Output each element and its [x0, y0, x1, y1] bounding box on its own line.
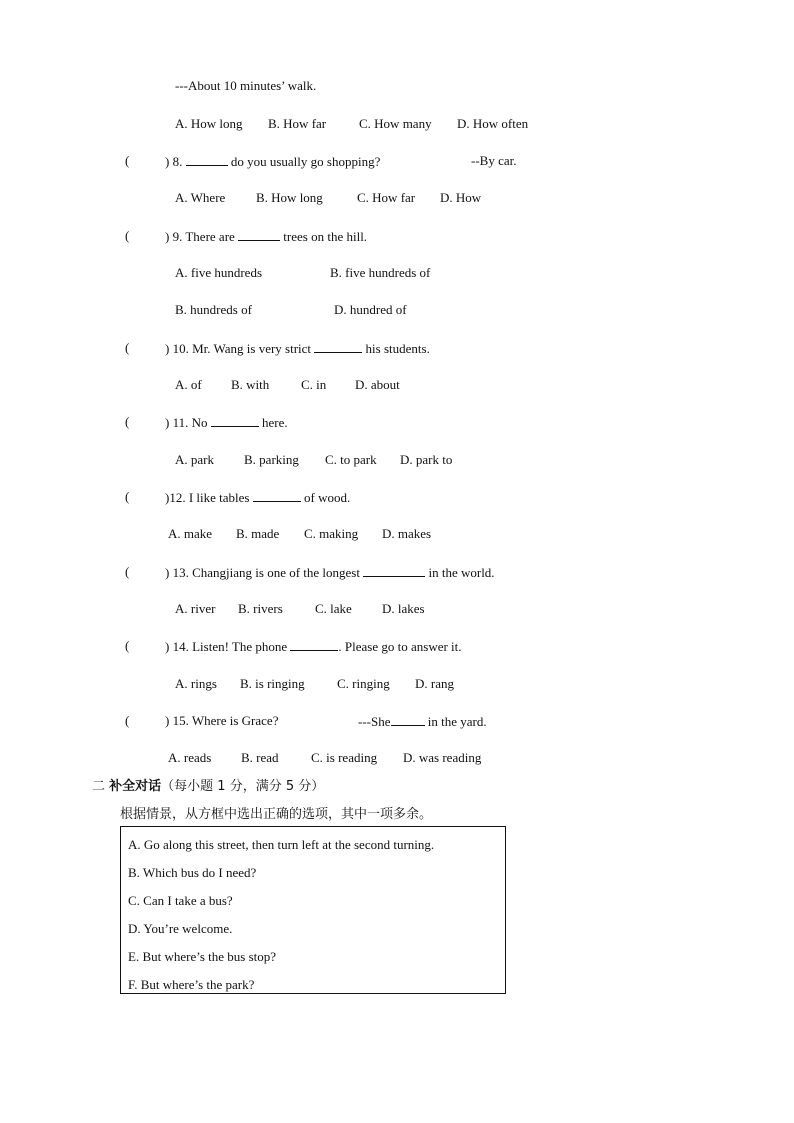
q14-option-c: C. ringing — [337, 676, 390, 691]
q7-option-a: A. How long — [175, 116, 243, 131]
q12-stem-after: of wood. — [304, 490, 351, 505]
q7-option-b: B. How far — [268, 116, 327, 131]
q10-option-b: B. with — [231, 377, 270, 392]
q13-option-c: C. lake — [315, 601, 352, 616]
q12-option-b: B. made — [236, 526, 280, 541]
q11-option-d: D. park to — [400, 452, 453, 467]
q15-number: ) 15. — [165, 713, 189, 728]
q10-blank — [314, 340, 362, 353]
q11-options — [175, 452, 452, 468]
q12-blank — [253, 489, 301, 502]
q13-options — [175, 601, 425, 617]
q13-option-d: D. lakes — [382, 601, 425, 616]
q13-blank — [363, 564, 425, 577]
q11-paren: ( — [125, 414, 130, 429]
q9-option-c: B. hundreds of — [175, 302, 252, 317]
q13-option-b: B. rivers — [238, 601, 283, 616]
q8-options — [175, 190, 481, 206]
q7-option-c: C. How many — [359, 116, 432, 131]
q13-option-a: A. river — [175, 601, 216, 616]
q12-number: )12. — [165, 490, 186, 505]
q11-option-c: C. to park — [325, 452, 377, 467]
section-2-heading — [92, 779, 324, 795]
q10-option-c: C. in — [301, 377, 327, 392]
q14-option-d: D. rang — [415, 676, 454, 691]
q7-option-d: D. How often — [457, 116, 529, 131]
section-2-number: 二 — [92, 779, 106, 794]
q14-stem — [165, 638, 462, 655]
q14-blank — [290, 638, 338, 651]
q15-option-d: D. was reading — [403, 750, 482, 765]
q8-option-a: A. Where — [175, 190, 226, 205]
q12-option-c: C. making — [304, 526, 359, 541]
q11-stem — [165, 414, 288, 431]
q10-option-d: D. about — [355, 377, 400, 392]
q15-reply — [358, 713, 487, 730]
q14-options — [175, 676, 454, 692]
q8-stem — [165, 153, 380, 170]
box-option-e: E. But where’s the bus stop? — [128, 949, 277, 964]
q15-stem-before: Where is Grace? — [191, 713, 279, 728]
q8-option-d: D. How — [440, 190, 482, 205]
q12-options — [168, 526, 431, 542]
q8-blank — [186, 153, 228, 166]
q8-option-c: C. How far — [357, 190, 416, 205]
q15-stem — [165, 713, 278, 729]
q12-stem — [165, 489, 350, 506]
q12-stem-before: I like tables — [188, 490, 250, 505]
q9-stem-after: trees on the hill. — [283, 229, 368, 244]
q14-stem-before: Listen! The phone — [192, 639, 288, 654]
box-option-c: C. Can I take a bus? — [128, 893, 233, 908]
box-option-f: F. But where’s the park? — [128, 977, 255, 992]
q9-option-a: A. five hundreds — [175, 265, 263, 280]
q10-stem — [165, 340, 430, 357]
q7-options — [175, 116, 528, 132]
q11-number: ) 11. — [165, 415, 189, 430]
q9-option-d: D. hundred of — [334, 302, 407, 317]
q9-blank — [238, 228, 280, 241]
q13-stem-after: in the world. — [428, 565, 495, 580]
q8-paren: ( — [125, 153, 130, 168]
q9-number: ) 9. — [165, 229, 183, 244]
q9-option-b: B. five hundreds of — [330, 265, 431, 280]
q15-option-a: A. reads — [168, 750, 212, 765]
q9-paren: ( — [125, 228, 130, 243]
q15-blank — [391, 713, 425, 726]
q9-stem-before: There are — [185, 229, 235, 244]
q12-option-a: A. make — [168, 526, 213, 541]
q13-stem — [165, 564, 495, 581]
box-option-b: B. Which bus do I need? — [128, 865, 257, 880]
q11-stem-after: here. — [262, 415, 288, 430]
section-2-instruction: 根据情景，从方框中选出正确的选项，其中一项多余。 — [120, 807, 433, 822]
q8-number: ) 8. — [165, 154, 183, 169]
q15-option-b: B. read — [241, 750, 279, 765]
q14-stem-after: . Please go to answer it. — [338, 639, 462, 654]
q9-stem — [165, 228, 367, 245]
section-2-title: 补全对话 — [109, 779, 162, 794]
box-option-a: A. Go along this street, then turn left at the second turning. — [128, 837, 435, 852]
q14-paren: ( — [125, 638, 130, 653]
q10-stem-before: Mr. Wang is very strict — [192, 341, 312, 356]
q10-option-a: A. of — [175, 377, 202, 392]
q14-number: ) 14. — [165, 639, 189, 654]
q12-option-d: D. makes — [382, 526, 432, 541]
q8-reply: --By car. — [471, 153, 517, 168]
section-2-score: （每小题 1 分，满分 5 分） — [161, 779, 325, 794]
options-box — [120, 826, 506, 994]
q13-stem-before: Changjiang is one of the longest — [192, 565, 360, 580]
q10-options — [175, 377, 400, 393]
q15-options — [168, 750, 481, 766]
q14-option-a: A. rings — [175, 676, 217, 691]
q15-paren: ( — [125, 713, 130, 728]
q12-paren: ( — [125, 489, 130, 504]
box-option-d: D. You’re welcome. — [128, 921, 233, 936]
q8-stem-after: do you usually go shopping? — [230, 154, 381, 169]
q10-paren: ( — [125, 340, 130, 355]
q10-number: ) 10. — [165, 341, 189, 356]
q15-option-c: C. is reading — [311, 750, 378, 765]
q11-blank — [211, 414, 259, 427]
q13-paren: ( — [125, 564, 130, 579]
q15-reply-after: in the yard. — [427, 714, 487, 729]
q14-option-b: B. is ringing — [240, 676, 305, 691]
q10-stem-after: his students. — [365, 341, 430, 356]
q8-option-b: B. How long — [256, 190, 323, 205]
q15-reply-before: ---She — [358, 714, 391, 729]
q13-number: ) 13. — [165, 565, 189, 580]
q11-option-b: B. parking — [244, 452, 299, 467]
q7-answer: ---About 10 minutes’ walk. — [175, 78, 317, 93]
q11-option-a: A. park — [175, 452, 214, 467]
q11-stem-before: No — [191, 415, 208, 430]
